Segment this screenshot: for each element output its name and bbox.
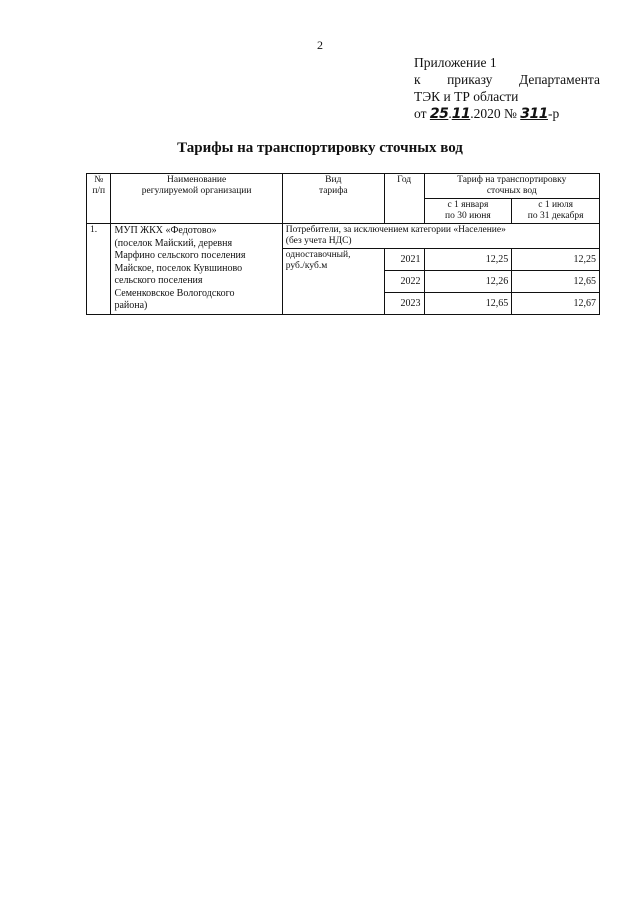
consumer-category: Потребители, за исключением категории «Население» (без учета НДС) bbox=[282, 224, 599, 249]
tariff-first-half: 12,26 bbox=[424, 271, 512, 293]
tariff-second-half: 12,67 bbox=[512, 293, 600, 315]
handwritten-month: 11 bbox=[451, 106, 471, 122]
appendix-word-department: Департамента bbox=[518, 72, 600, 87]
header-tariff-type: Вид тарифа bbox=[282, 174, 384, 224]
tariff-table bbox=[86, 173, 600, 315]
number-sign: № bbox=[503, 106, 517, 121]
header-year: Год bbox=[384, 174, 424, 224]
order-suffix: -р bbox=[547, 106, 560, 121]
tariff-second-half: 12,65 bbox=[512, 271, 600, 293]
appendix-block bbox=[414, 54, 600, 123]
table-row bbox=[87, 224, 600, 249]
appendix-date-line bbox=[414, 105, 600, 123]
organization-name: МУП ЖКХ «Федотово» (поселок Майский, деревня Марфино сельского поселения Майское, поселок Кувшиново сельского поселения Семенковское Вологодского района) bbox=[111, 224, 282, 315]
appendix-word-order: приказу bbox=[447, 72, 493, 87]
header-period-first-half: с 1 января по 30 июня bbox=[424, 199, 512, 224]
year-cell: 2023 bbox=[384, 293, 424, 315]
row-number: 1. bbox=[87, 224, 111, 315]
header-period-second-half: с 1 июля по 31 декабря bbox=[512, 199, 600, 224]
year-cell: 2021 bbox=[384, 249, 424, 271]
tariff-type: одноставочный, руб./куб.м bbox=[282, 249, 384, 315]
appendix-department: ТЭК и ТР области bbox=[414, 89, 519, 104]
tariff-second-half: 12,25 bbox=[512, 249, 600, 271]
header-organization: Наименование регулируемой организации bbox=[111, 174, 282, 224]
header-tariff-group: Тариф на транспортировку сточных вод bbox=[424, 174, 599, 199]
appendix-word-k: к bbox=[414, 72, 421, 87]
appendix-order-ref bbox=[414, 71, 600, 88]
document-title: Тарифы на транспортировку сточных вод bbox=[177, 140, 463, 156]
appendix-title: Приложение 1 bbox=[414, 55, 497, 70]
tariff-first-half: 12,25 bbox=[424, 249, 512, 271]
page-number: 2 bbox=[317, 38, 323, 52]
appendix-date-prefix: от bbox=[414, 106, 427, 121]
handwritten-day: 25 bbox=[429, 106, 449, 122]
tariff-first-half: 12,65 bbox=[424, 293, 512, 315]
date-dot: . bbox=[448, 106, 452, 121]
header-number: № п/п bbox=[87, 174, 111, 224]
year-cell: 2022 bbox=[384, 271, 424, 293]
handwritten-order-number: 311 bbox=[520, 106, 548, 122]
appendix-date-year: .2020 bbox=[470, 106, 501, 121]
